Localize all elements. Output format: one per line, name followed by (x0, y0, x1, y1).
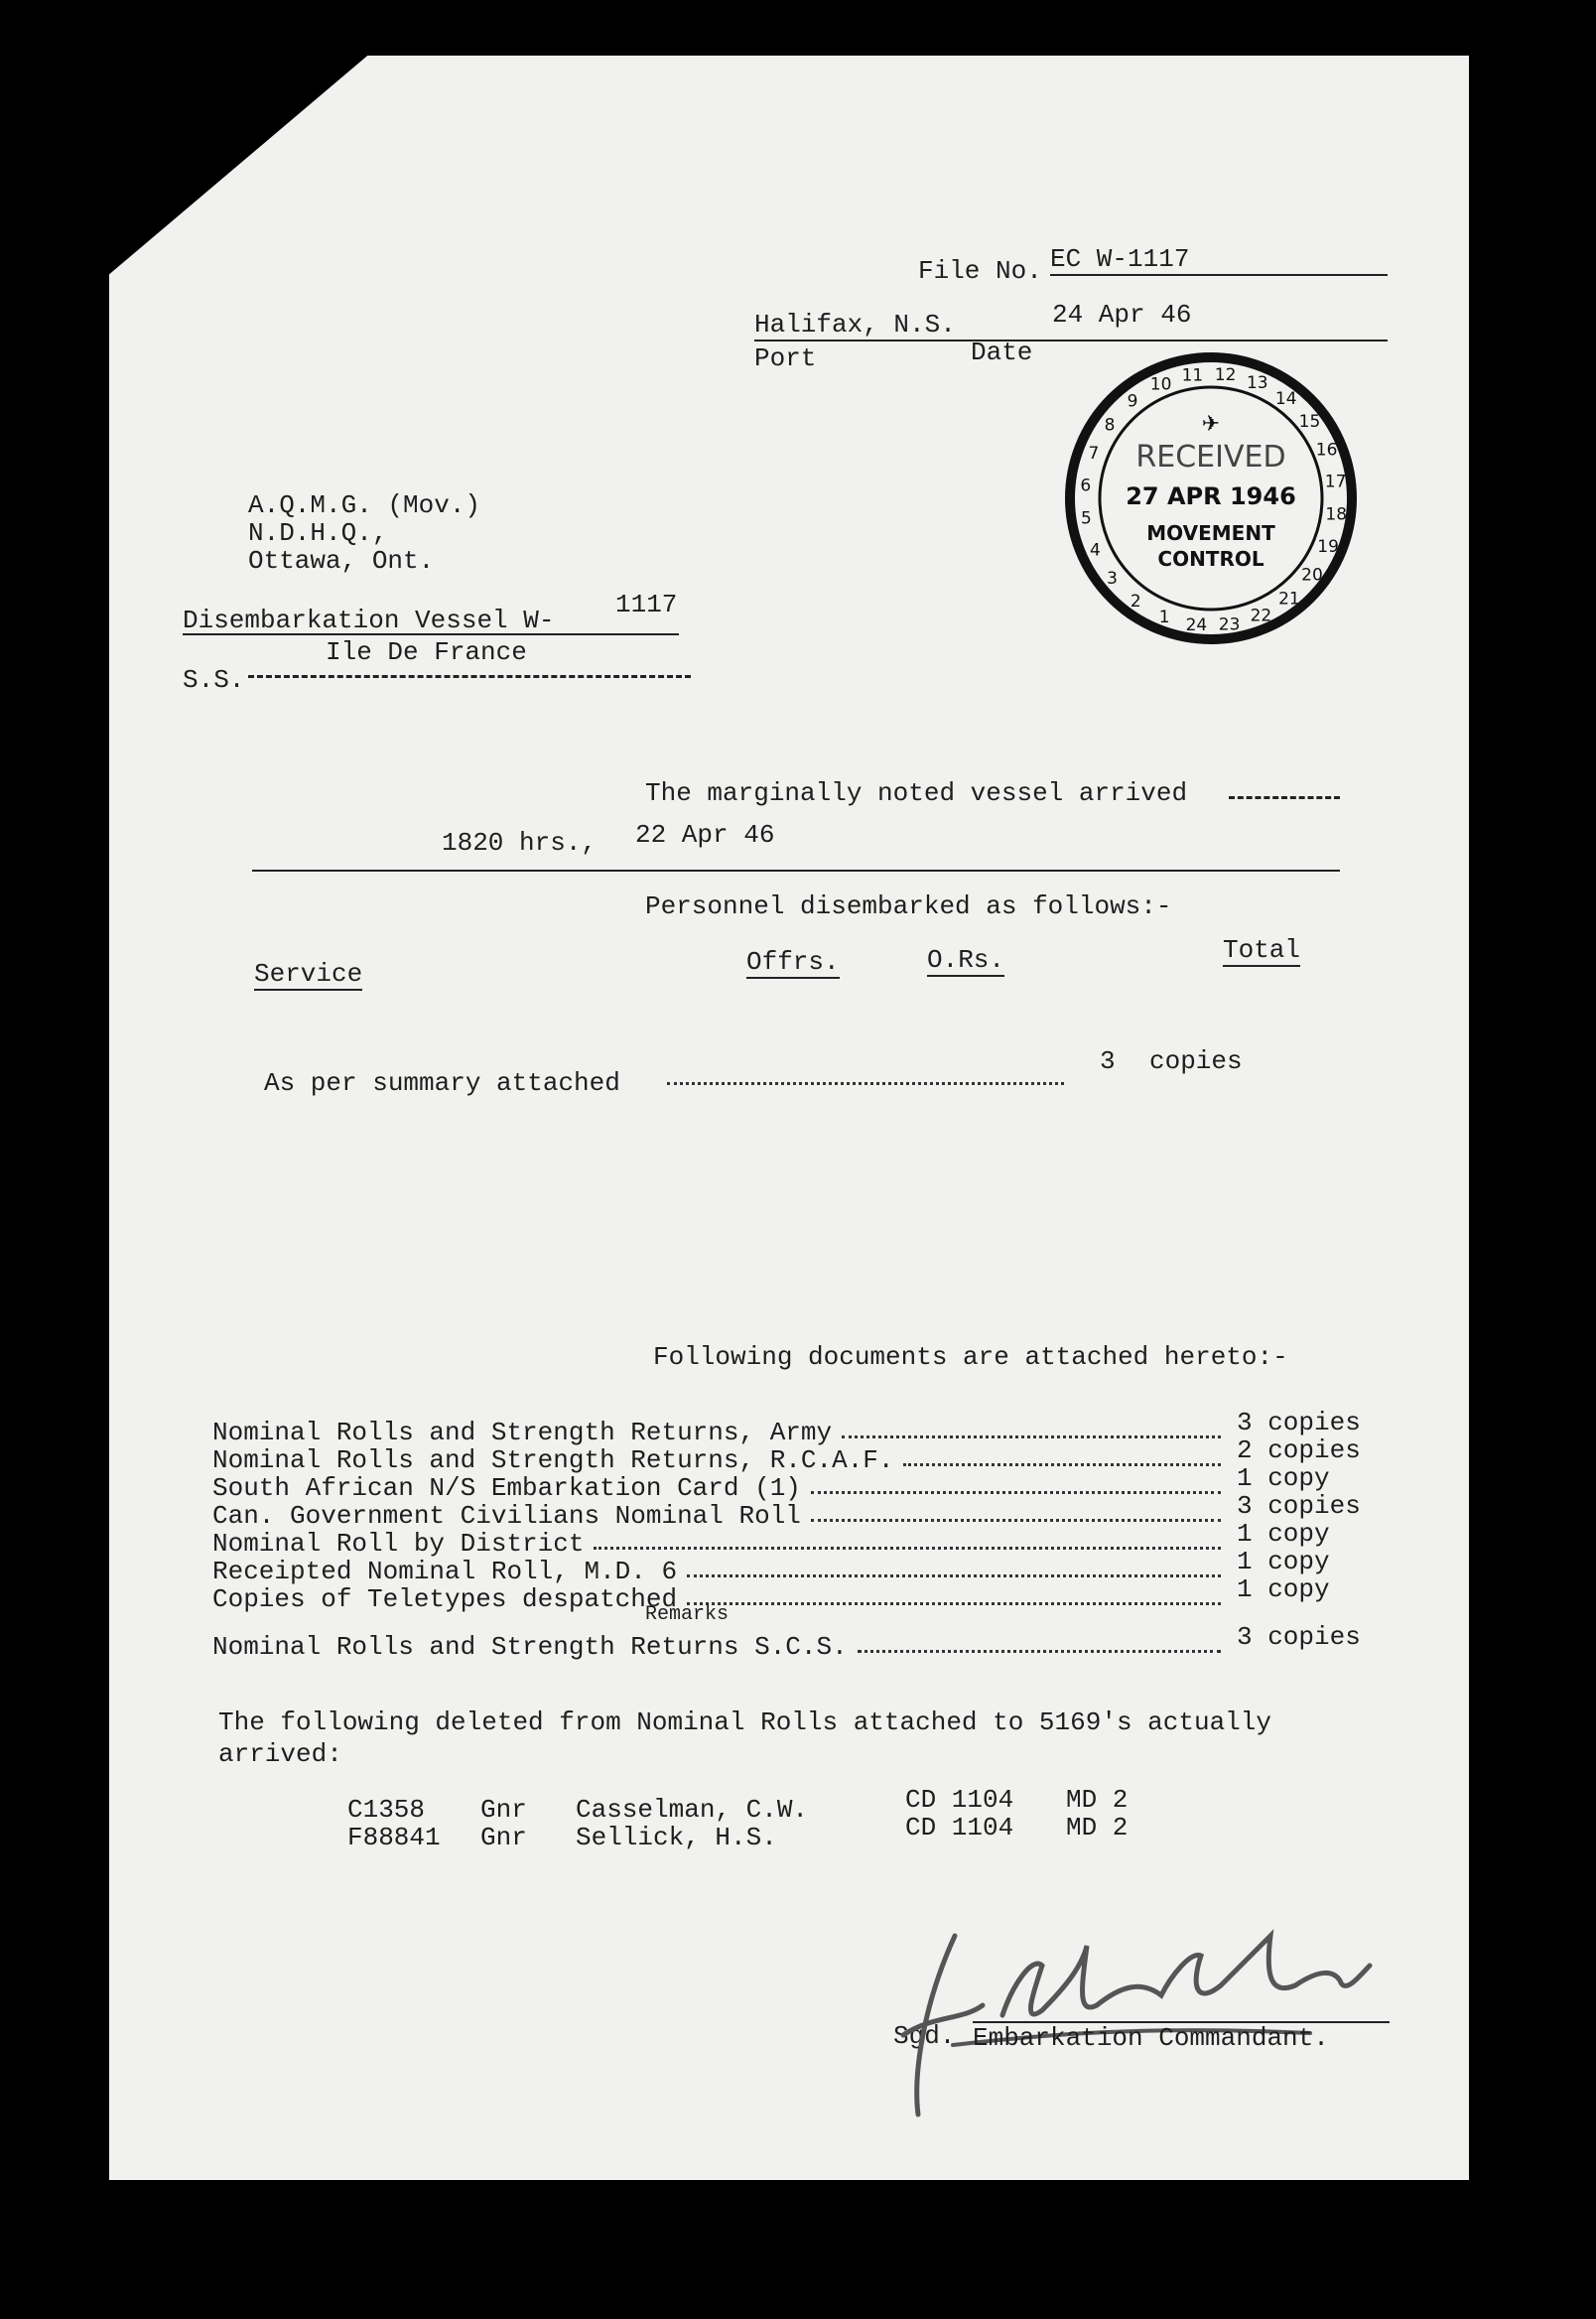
col-total: Total (1223, 935, 1301, 965)
received-stamp (1062, 349, 1360, 647)
document-item-leader (842, 1435, 1221, 1438)
col-service: Service (254, 959, 363, 989)
addressee-line-3: Ottawa, Ont. (248, 546, 435, 576)
documents-heading: Following documents are attached hereto:- (653, 1342, 1288, 1372)
deleted-row-number: F88841 (347, 1823, 441, 1852)
stamp-ring-number: 5 (1080, 508, 1092, 529)
summary-leader (667, 1082, 1064, 1085)
document-item-leader (687, 1602, 1221, 1605)
document-item-label: Nominal Rolls and Strength Returns S.C.S. (212, 1632, 848, 1662)
deleted-row-md: MD 2 (1066, 1813, 1129, 1842)
vessel-number: 1117 (615, 590, 678, 619)
remarks-label: Remarks (645, 1603, 730, 1626)
summary-label: As per summary attached (264, 1068, 620, 1098)
signature-title: Embarkation Commandant. (973, 2023, 1329, 2053)
deleted-row-cd: CD 1104 (905, 1813, 1014, 1842)
document-item-qty: 3 copies (1237, 1622, 1361, 1652)
sgd-label: Sgd. (893, 2021, 956, 2051)
document-item-leader (811, 1519, 1221, 1522)
stamp-control: CONTROL (1157, 547, 1264, 571)
deleted-row-cd: CD 1104 (905, 1785, 1014, 1815)
vessel-rule (183, 633, 679, 635)
vessel-label: Disembarkation Vessel W- (183, 606, 555, 635)
arrival-date: 22 Apr 46 (635, 820, 775, 850)
date-value: 24 Apr 46 (1052, 300, 1192, 330)
document-item-label: Nominal Rolls and Strength Returns, Army (212, 1418, 833, 1447)
document-item-qty: 1 copy (1237, 1574, 1330, 1604)
col-offrs: Offrs. (746, 947, 840, 977)
document-item-leader (687, 1574, 1221, 1577)
port-label: Port (754, 343, 817, 373)
stamp-ring-number: 12 (1214, 364, 1237, 385)
stamp-ring-number: 11 (1181, 365, 1204, 386)
stamp-ring-number: 2 (1130, 592, 1141, 612)
stamp-ring-number: 8 (1104, 415, 1116, 436)
stamp-ring-number: 7 (1088, 444, 1100, 465)
stamp-ring-number: 13 (1246, 372, 1268, 393)
document-item-leader (858, 1650, 1221, 1653)
document-item-qty: 1 copy (1237, 1463, 1330, 1493)
arrival-underline (252, 870, 1340, 872)
deleted-row-rank: Gnr (480, 1795, 527, 1825)
addressee-line-2: N.D.H.Q., (248, 518, 388, 548)
stamp-movement: MOVEMENT (1146, 521, 1275, 545)
arrival-sentence: The marginally noted vessel arrived (645, 778, 1188, 808)
stamp-ring-number: 21 (1278, 589, 1300, 610)
deleted-row-name: Sellick, H.S. (576, 1823, 777, 1852)
stamp-ring-number: 9 (1127, 391, 1138, 412)
stamp-ring-number: 17 (1324, 472, 1347, 492)
signature-rule (973, 2021, 1390, 2023)
stamp-ring-number: 4 (1089, 540, 1101, 561)
document-item-qty: 1 copy (1237, 1547, 1330, 1576)
arrival-time: 1820 hrs., (442, 828, 598, 858)
file-no-value: EC W-1117 (1050, 244, 1388, 276)
stamp-ring-number: 18 (1325, 504, 1348, 525)
document-item-label: Can. Government Civilians Nominal Roll (212, 1501, 801, 1531)
document-item-qty: 3 copies (1237, 1408, 1361, 1437)
stamp-ring-number: 15 (1298, 412, 1321, 433)
deleted-row-number: C1358 (347, 1795, 426, 1825)
stamp-ring-number: 10 (1149, 374, 1172, 395)
vessel-name: Ile De France (326, 637, 527, 667)
stamp-ring-number: 24 (1185, 615, 1208, 636)
document-item-label: South African N/S Embarkation Card (1) (212, 1473, 801, 1503)
vessel-name-rule (248, 675, 691, 678)
stamp-ring-number: 22 (1250, 606, 1272, 626)
stamp-ring-number: 14 (1274, 389, 1297, 409)
document-item-qty: 3 copies (1237, 1491, 1361, 1521)
deleted-note-line-2: arrived: (218, 1739, 342, 1769)
document-item-qty: 1 copy (1237, 1519, 1330, 1549)
ss-label: S.S. (183, 665, 245, 695)
col-ors: O.Rs. (927, 945, 1005, 975)
document-item-label: Receipted Nominal Roll, M.D. 6 (212, 1557, 678, 1586)
stamp-ring-number: 1 (1158, 608, 1170, 628)
stamp-ring-number: 16 (1315, 440, 1338, 461)
port-date-rule (754, 340, 1388, 341)
stamp-ring-number: 19 (1317, 536, 1339, 557)
stamp-ring-number: 20 (1301, 565, 1323, 586)
stamp-date: 27 APR 1946 (1126, 482, 1296, 510)
summary-qty: 3 (1100, 1046, 1116, 1076)
stamp-ring-number: 23 (1218, 614, 1241, 635)
deleted-row-md: MD 2 (1066, 1785, 1129, 1815)
summary-unit: copies (1149, 1046, 1243, 1076)
document-item-leader (594, 1547, 1221, 1550)
port-value: Halifax, N.S. (754, 310, 956, 340)
document-item-label: Nominal Roll by District (212, 1529, 585, 1559)
date-label: Date (971, 338, 1033, 367)
document-item-leader (811, 1491, 1221, 1494)
file-no-label: File No. (918, 256, 1042, 286)
document-item-leader (903, 1463, 1221, 1466)
deleted-row-name: Casselman, C.W. (576, 1795, 809, 1825)
document-item-label: Nominal Rolls and Strength Returns, R.C.A.F. (212, 1445, 894, 1475)
addressee-line-1: A.Q.M.G. (Mov.) (248, 490, 481, 520)
stamp-ring-number: 6 (1080, 476, 1092, 496)
svg-text:✈: ✈ (1201, 412, 1221, 437)
stamp-received: RECEIVED (1135, 440, 1286, 475)
deleted-note-line-1: The following deleted from Nominal Rolls attached to 5169's actually (218, 1707, 1271, 1737)
arrival-rule (1229, 796, 1340, 799)
personnel-heading: Personnel disembarked as follows:- (645, 891, 1172, 921)
stamp-ring-number: 3 (1107, 568, 1118, 589)
deleted-row-rank: Gnr (480, 1823, 527, 1852)
document-item-qty: 2 copies (1237, 1435, 1361, 1465)
document-item-label: Copies of Teletypes despatched (212, 1584, 678, 1614)
